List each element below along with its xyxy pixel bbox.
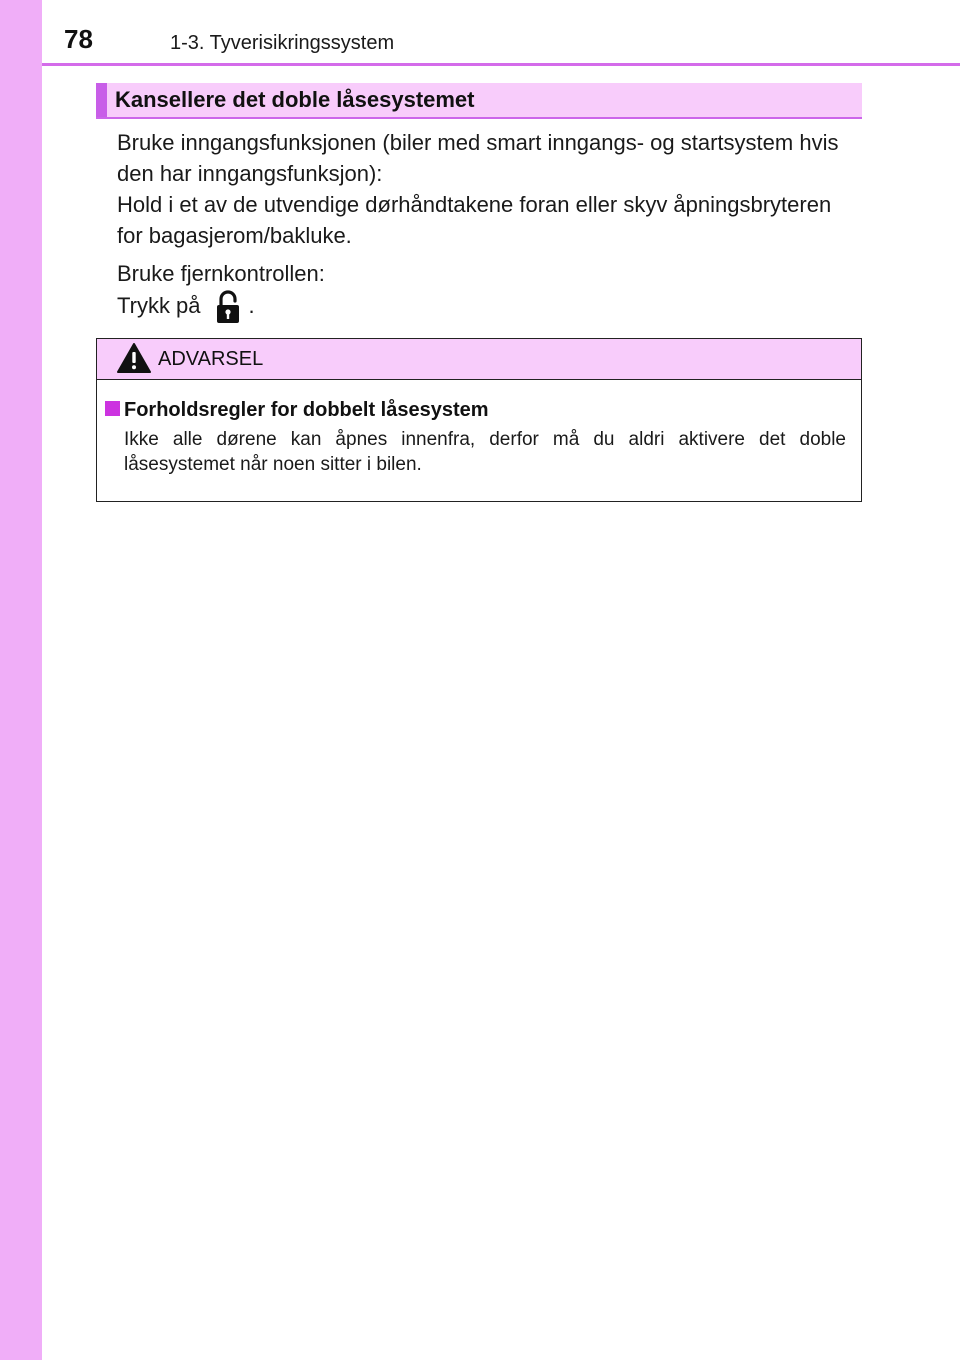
page-number: 78: [64, 24, 93, 54]
body-paragraph-entry: [117, 127, 862, 251]
body-text-remote: Bruke fjernkontrollen:: [117, 261, 325, 286]
body-paragraph-remote: [117, 258, 862, 325]
section-header: [96, 83, 862, 119]
body-text-door-handle: Hold i et av de utvendige dørhåndtakene foran eller skyv åpningsbryteren for bagasjerom/bakluke.: [117, 192, 832, 248]
press-suffix: .: [248, 292, 255, 318]
warning-triangle-icon: [116, 342, 152, 374]
running-head: 1-3. Tyverisikringssystem: [170, 32, 395, 54]
body-text-press-unlock: [117, 289, 862, 325]
warning-box: [96, 338, 862, 502]
warning-heading: [105, 398, 489, 422]
section-accent-bar: [96, 83, 107, 117]
press-prefix: Trykk på: [117, 292, 201, 318]
warning-text: Ikke alle dørene kan åpnes innenfra, derfor må du aldri aktivere det doble låsesystemet når noen sitter i bilen.: [124, 429, 846, 475]
side-color-strip: [0, 0, 42, 1360]
warning-label: ADVARSEL: [158, 348, 264, 370]
section-title: Kansellere det doble låsesystemet: [115, 87, 475, 112]
warning-heading-text: Forholdsregler for dobbelt låsesystem: [124, 399, 489, 421]
warning-header: [97, 339, 861, 380]
bullet-square-icon: [105, 401, 120, 416]
header-rule: [42, 63, 960, 66]
body-text-entry-function: Bruke inngangsfunksjonen (biler med smart inngangs- og startsystem hvis den har inngangsfunksjon):: [117, 130, 839, 186]
unlock-icon: [213, 289, 243, 325]
